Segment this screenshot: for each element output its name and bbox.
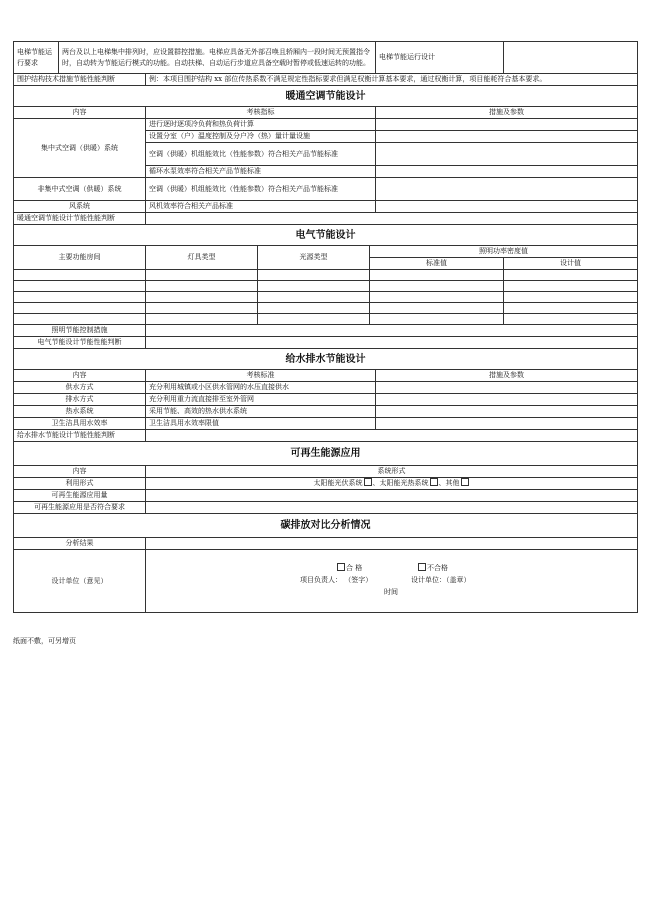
electrical-judgement-label: 电气节能设计节能性能判断 xyxy=(14,337,146,349)
renewable-title: 可再生能源应用 xyxy=(14,442,638,466)
electrical-control-label: 照明节能控制措施 xyxy=(14,325,146,337)
hvac-judgement-row xyxy=(14,213,638,225)
carbon-result-label: 分析结果 xyxy=(14,538,146,550)
fail-option xyxy=(417,563,448,574)
elevator-label: 电梯节能运行要求 xyxy=(14,42,59,74)
renewable-header-content: 内容 xyxy=(14,466,146,478)
water-row-value[interactable] xyxy=(376,382,638,394)
fail-label: 不合格 xyxy=(427,564,448,572)
carbon-result-row xyxy=(14,538,638,550)
water-header-row xyxy=(14,370,638,382)
electrical-judgement-value[interactable] xyxy=(146,337,638,349)
hvac-central-value[interactable] xyxy=(376,143,638,166)
water-row-item: 卫生洁具用水效率限值 xyxy=(146,418,376,430)
water-row-value[interactable] xyxy=(376,418,638,430)
renewable-header-system: 系统形式 xyxy=(146,466,638,478)
checkbox-pass[interactable] xyxy=(337,563,345,571)
table-row xyxy=(14,281,638,292)
envelope-text: 例：本项目围护结构 xx 部位传热系数不满足规定性指标要求但满足权衡计算基本要求，通过权衡计算，项目能耗符合基本要求。 xyxy=(146,74,638,86)
carbon-title: 碳排放对比分析情况 xyxy=(14,514,638,538)
pass-option xyxy=(336,563,362,574)
electrical-control-row xyxy=(14,325,638,337)
hvac-central-value[interactable] xyxy=(376,119,638,131)
hvac-central-item: 空调（供暖）机组能效比（性能参数）符合相关产品节能标准 xyxy=(146,143,376,166)
hvac-central-label: 集中式空调（供暖）系统 xyxy=(14,119,146,178)
electrical-header-lpd: 照明功率密度值 xyxy=(370,246,638,258)
water-title: 给水排水节能设计 xyxy=(14,349,638,370)
water-header-standard: 考核标准 xyxy=(146,370,376,382)
hvac-title: 暖通空调节能设计 xyxy=(14,86,638,107)
electrical-header-row xyxy=(14,246,638,258)
renewable-amount-value[interactable] xyxy=(146,490,638,502)
pass-label: 合 格 xyxy=(346,564,363,572)
electrical-control-value[interactable] xyxy=(146,325,638,337)
hvac-judgement-value[interactable] xyxy=(146,213,638,225)
hvac-central-row xyxy=(14,119,638,131)
water-row-value[interactable] xyxy=(376,406,638,418)
footnote: 纸面不敷，可另增页 xyxy=(13,637,76,645)
carbon-design-unit-label: 设计单位（意见） xyxy=(14,550,146,613)
electrical-header-source: 光源类型 xyxy=(258,246,370,270)
water-judgement-label: 给水排水节能设计节能性能判断 xyxy=(14,430,146,442)
envelope-row xyxy=(14,74,638,86)
electrical-header-standard: 标准值 xyxy=(370,258,504,270)
renewable-compliance-value[interactable] xyxy=(146,502,638,514)
hvac-header-measures: 措施及参数 xyxy=(376,107,638,119)
table-row xyxy=(14,314,638,325)
envelope-label: 围护结构技术措施节能性能判断 xyxy=(14,74,146,86)
option-other-label: 、其他 xyxy=(438,479,460,487)
energy-form-table xyxy=(13,41,638,613)
renewable-compliance-row xyxy=(14,502,638,514)
hvac-noncentral-label: 非集中式空调（供暖）系统 xyxy=(14,178,146,201)
checkbox-thermal[interactable] xyxy=(430,478,438,486)
carbon-result-value[interactable] xyxy=(146,538,638,550)
hvac-header-indicator: 考核指标 xyxy=(146,107,376,119)
table-row xyxy=(14,270,638,281)
hvac-header-row xyxy=(14,107,638,119)
hvac-fan-value[interactable] xyxy=(376,201,638,213)
renewable-amount-label: 可再生能源应用量 xyxy=(14,490,146,502)
table-row xyxy=(14,292,638,303)
water-row-item: 充分利用城镇或小区供水管网的水压直接供水 xyxy=(146,382,376,394)
project-lead-signature: 项目负责人： （签字） xyxy=(300,576,373,584)
water-judgement-row xyxy=(14,430,638,442)
renewable-header-row xyxy=(14,466,638,478)
water-row-item: 充分利用重力流直接排至室外管网 xyxy=(146,394,376,406)
hvac-fan-label: 风系统 xyxy=(14,201,146,213)
electrical-header-lamp: 灯具类型 xyxy=(146,246,258,270)
water-row-label: 卫生洁具用水效率 xyxy=(14,418,146,430)
hvac-central-item: 循环水泵效率符合相关产品节能标准 xyxy=(146,166,376,178)
renewable-use-options xyxy=(146,478,638,490)
electrical-title: 电气节能设计 xyxy=(14,225,638,246)
water-header-content: 内容 xyxy=(14,370,146,382)
water-row xyxy=(14,382,638,394)
time-label: 时间 xyxy=(384,588,398,596)
hvac-noncentral-row xyxy=(14,178,638,201)
elevator-design-value[interactable] xyxy=(504,42,638,74)
hvac-central-item: 进行逐时逐项冷负荷和热负荷计算 xyxy=(146,119,376,131)
renewable-use-label: 利用形式 xyxy=(14,478,146,490)
renewable-amount-row xyxy=(14,490,638,502)
renewable-use-row xyxy=(14,478,638,490)
table-row xyxy=(14,303,638,314)
water-judgement-value[interactable] xyxy=(146,430,638,442)
electrical-header-room: 主要功能房间 xyxy=(14,246,146,270)
water-header-measures: 措施及参数 xyxy=(376,370,638,382)
option-pv-label: 太阳能光伏系统 xyxy=(313,479,363,487)
hvac-fan-row xyxy=(14,201,638,213)
checkbox-pv[interactable] xyxy=(364,478,372,486)
elevator-row xyxy=(14,42,638,74)
carbon-opinion-row xyxy=(14,550,638,613)
hvac-noncentral-value[interactable] xyxy=(376,178,638,201)
water-row xyxy=(14,418,638,430)
water-row-label: 供水方式 xyxy=(14,382,146,394)
elevator-design-label: 电梯节能运行设计 xyxy=(376,42,504,74)
electrical-header-design: 设计值 xyxy=(504,258,638,270)
elevator-text: 两台及以上电梯集中排列时，应设置群控措施。电梯应具备无外部召唤且轿厢内一段时间无预置指令时，自动转为节能运行模式的功能。自动扶梯、自动运行步道应具备空载时暂停或低速运转的功能。 xyxy=(59,42,376,74)
hvac-fan-item: 风机效率符合相关产品标准 xyxy=(146,201,376,213)
hvac-central-value[interactable] xyxy=(376,166,638,178)
water-row-label: 排水方式 xyxy=(14,394,146,406)
hvac-judgement-label: 暖通空调节能设计节能性能判断 xyxy=(14,213,146,225)
hvac-central-item: 设置分室（户）温度控制及分户冷（热）量计量设施 xyxy=(146,131,376,143)
checkbox-fail[interactable] xyxy=(418,563,426,571)
hvac-header-content: 内容 xyxy=(14,107,146,119)
carbon-opinion-cell xyxy=(146,550,638,613)
water-row xyxy=(14,406,638,418)
renewable-compliance-label: 可再生能源应用是否符合要求 xyxy=(14,502,146,514)
checkbox-other[interactable] xyxy=(461,478,469,486)
hvac-central-value[interactable] xyxy=(376,131,638,143)
water-row xyxy=(14,394,638,406)
option-thermal-label: 、太阳能光热系统 xyxy=(372,479,429,487)
design-unit-seal: 设计单位：（盖章） xyxy=(411,576,471,584)
assessment-form xyxy=(13,41,637,613)
water-row-item: 采用节能、高效的热水供水系统 xyxy=(146,406,376,418)
hvac-noncentral-item: 空调（供暖）机组能效比（性能参数）符合相关产品节能标准 xyxy=(146,178,376,201)
water-row-label: 热水系统 xyxy=(14,406,146,418)
electrical-judgement-row xyxy=(14,337,638,349)
water-row-value[interactable] xyxy=(376,394,638,406)
